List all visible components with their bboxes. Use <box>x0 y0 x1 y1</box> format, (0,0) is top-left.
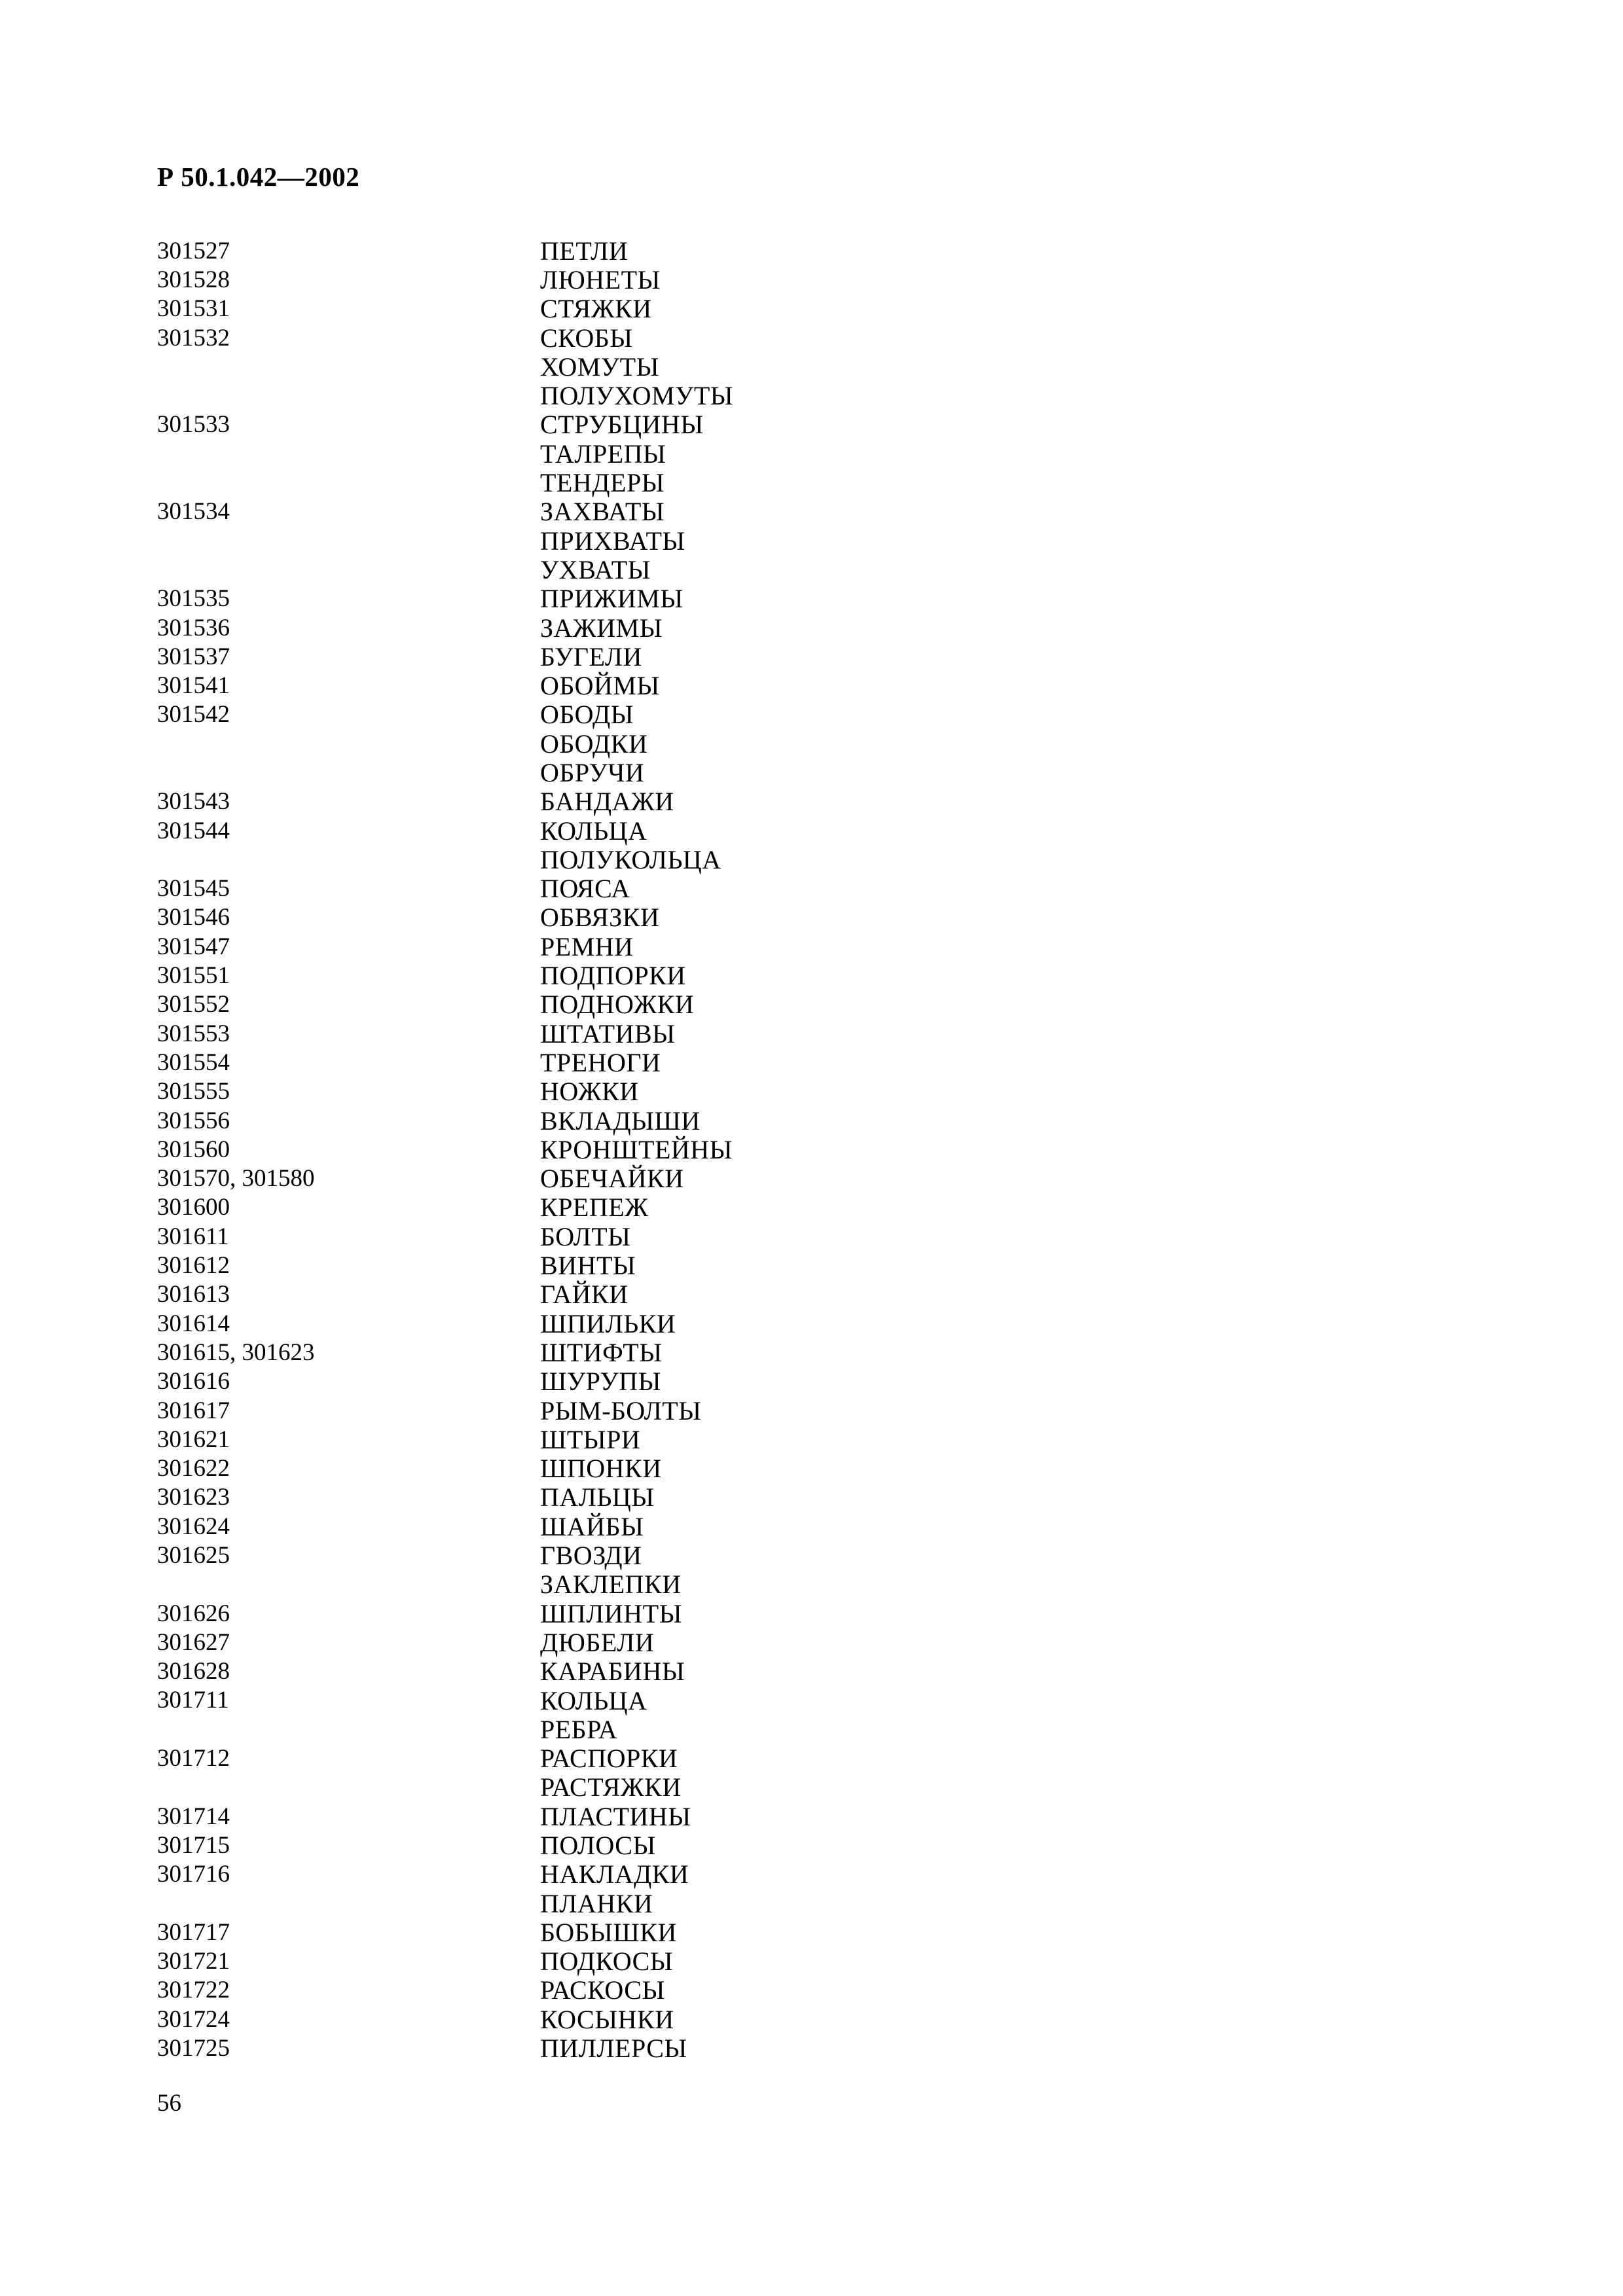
entry-name: ГВОЗДИ <box>540 1541 642 1571</box>
list-item <box>157 584 1401 613</box>
entry-name: ДЮБЕЛИ <box>540 1627 655 1657</box>
entry-name: ПОЛУХОМУТЫ <box>540 381 734 411</box>
entry-code: 301532 <box>157 324 230 351</box>
entry-name: ШТЫРИ <box>540 1424 641 1454</box>
entry-name: ШПИЛЬКИ <box>540 1308 676 1338</box>
list-item <box>157 845 1401 874</box>
entry-code: 301551 <box>157 962 230 990</box>
list-item <box>157 1976 1401 2005</box>
list-item <box>157 1251 1401 1280</box>
entry-code: 301714 <box>157 1803 230 1830</box>
list-item <box>157 439 1401 468</box>
list-item <box>157 1106 1401 1135</box>
entry-code: 301541 <box>157 672 230 700</box>
entry-name: БУГЕЛИ <box>540 641 642 672</box>
entry-name: РЕБРА <box>540 1714 618 1744</box>
entry-name: ШТИФТЫ <box>540 1337 663 1367</box>
list-item <box>157 410 1401 439</box>
entry-code: 301545 <box>157 875 230 903</box>
entry-name: ПОДКОСЫ <box>540 1946 674 1977</box>
entry-name: ПРИХВАТЫ <box>540 526 685 556</box>
entry-name: ЗАЖИМЫ <box>540 613 663 643</box>
list-item <box>157 295 1401 323</box>
entry-code: 301614 <box>157 1310 230 1337</box>
list-item <box>157 2034 1401 2062</box>
entry-name: УХВАТЫ <box>540 554 651 584</box>
entry-name: ПЕТЛИ <box>540 236 629 266</box>
entry-code: 301547 <box>157 933 230 960</box>
code-name-list <box>157 236 1401 2063</box>
list-item <box>157 2005 1401 2034</box>
entry-name: СТЯЖКИ <box>540 294 652 324</box>
list-item <box>157 1570 1401 1599</box>
entry-code: 301531 <box>157 295 230 323</box>
list-item <box>157 236 1401 265</box>
entry-name: ВИНТЫ <box>540 1251 636 1281</box>
list-item <box>157 816 1401 845</box>
list-item <box>157 1715 1401 1744</box>
entry-code: 301615, 301623 <box>157 1338 315 1366</box>
list-item <box>157 1454 1401 1482</box>
entry-code: 301556 <box>157 1107 230 1134</box>
list-item <box>157 1396 1401 1425</box>
list-item <box>157 1222 1401 1251</box>
entry-code: 301621 <box>157 1426 230 1453</box>
list-item <box>157 874 1401 903</box>
list-item <box>157 1541 1401 1570</box>
entry-name: ПИЛЛЕРСЫ <box>540 2034 687 2064</box>
entry-name: ПАЛЬЦЫ <box>540 1482 655 1513</box>
entry-code: 301612 <box>157 1252 230 1280</box>
list-item <box>157 1744 1401 1772</box>
list-item <box>157 700 1401 729</box>
entry-code: 301542 <box>157 701 230 728</box>
list-item <box>157 526 1401 555</box>
list-item <box>157 1628 1401 1657</box>
entry-name: КОЛЬЦА <box>540 816 647 846</box>
entry-code: 301622 <box>157 1455 230 1482</box>
entry-name: ОБЕЧАЙКИ <box>540 1164 684 1194</box>
list-item <box>157 1135 1401 1164</box>
list-item <box>157 1019 1401 1048</box>
entry-name: БОБЫШКИ <box>540 1917 677 1947</box>
entry-code: 301721 <box>157 1948 230 1975</box>
list-item <box>157 381 1401 410</box>
list-item <box>157 1338 1401 1367</box>
list-item <box>157 352 1401 381</box>
entry-name: ПРИЖИМЫ <box>540 584 684 614</box>
list-item <box>157 1831 1401 1859</box>
entry-name: ОБВЯЗКИ <box>540 903 660 933</box>
entry-code: 301527 <box>157 237 230 264</box>
entry-name: ГАЙКИ <box>540 1280 629 1310</box>
list-item <box>157 1483 1401 1512</box>
entry-name: ПОДНОЖКИ <box>540 990 695 1020</box>
entry-name: КОЛЬЦА <box>540 1685 647 1715</box>
entry-code: 301712 <box>157 1745 230 1772</box>
entry-name: НОЖКИ <box>540 1077 639 1107</box>
entry-code: 301715 <box>157 1831 230 1859</box>
entry-code: 301528 <box>157 266 230 293</box>
list-item <box>157 787 1401 816</box>
list-item <box>157 671 1401 700</box>
entry-name: ЗАХВАТЫ <box>540 497 665 527</box>
list-item <box>157 1860 1401 1889</box>
entry-code: 301611 <box>157 1223 229 1250</box>
entry-name: ПЛАНКИ <box>540 1888 653 1918</box>
entry-name: РАСКОСЫ <box>540 1975 665 2005</box>
entry-code: 301535 <box>157 585 230 613</box>
list-item <box>157 903 1401 932</box>
list-item <box>157 497 1401 526</box>
entry-code: 301724 <box>157 2005 230 2033</box>
list-item <box>157 555 1401 584</box>
entry-code: 301555 <box>157 1078 230 1105</box>
entry-code: 301722 <box>157 1977 230 2004</box>
entry-name: ПЛАСТИНЫ <box>540 1801 691 1831</box>
entry-name: БАНДАЖИ <box>540 787 674 817</box>
list-item <box>157 1918 1401 1946</box>
entry-code: 301624 <box>157 1513 230 1540</box>
entry-code: 301544 <box>157 817 230 844</box>
entry-code: 301537 <box>157 643 230 670</box>
entry-name: ВКЛАДЫШИ <box>540 1105 701 1136</box>
list-item <box>157 990 1401 1019</box>
entry-name: БОЛТЫ <box>540 1221 631 1251</box>
entry-name: ПОДПОРКИ <box>540 961 686 991</box>
entry-name: КОСЫНКИ <box>540 2004 674 2034</box>
entry-code: 301725 <box>157 2035 230 2062</box>
entry-code: 301711 <box>157 1687 229 1714</box>
list-item <box>157 932 1401 961</box>
entry-code: 301625 <box>157 1542 230 1569</box>
entry-code: 301552 <box>157 991 230 1018</box>
entry-code: 301613 <box>157 1281 230 1308</box>
entry-name: ЗАКЛЕПКИ <box>540 1570 682 1600</box>
entry-name: ШАЙБЫ <box>540 1511 644 1541</box>
entry-name: ХОМУТЫ <box>540 351 659 382</box>
list-item <box>157 1164 1401 1193</box>
entry-name: ОБОЙМЫ <box>540 671 660 701</box>
entry-name: РАСТЯЖКИ <box>540 1772 682 1803</box>
entry-code: 301717 <box>157 1918 230 1946</box>
list-item <box>157 1048 1401 1077</box>
list-item <box>157 1773 1401 1802</box>
list-item <box>157 1280 1401 1309</box>
list-item <box>157 1425 1401 1454</box>
list-item <box>157 729 1401 758</box>
list-item <box>157 961 1401 990</box>
document-id-header: Р 50.1.042—2002 <box>157 162 360 192</box>
entry-code: 301533 <box>157 411 230 439</box>
entry-code: 301553 <box>157 1020 230 1047</box>
list-item <box>157 642 1401 671</box>
list-item <box>157 323 1401 352</box>
entry-name: КАРАБИНЫ <box>540 1657 685 1687</box>
entry-code: 301554 <box>157 1049 230 1076</box>
entry-code: 301617 <box>157 1397 230 1424</box>
entry-name: ШУРУПЫ <box>540 1367 662 1397</box>
list-item <box>157 1599 1401 1628</box>
entry-code: 301536 <box>157 614 230 641</box>
entry-name: ШПОНКИ <box>540 1454 662 1484</box>
entry-name: РАСПОРКИ <box>540 1744 678 1774</box>
entry-name: ТРЕНОГИ <box>540 1047 661 1077</box>
entry-name: ПОЛУКОЛЬЦА <box>540 844 721 874</box>
entry-name: ПОЯСА <box>540 874 630 904</box>
list-item <box>157 1889 1401 1918</box>
page-number: 56 <box>157 2090 181 2117</box>
list-item <box>157 1947 1401 1976</box>
list-item <box>157 758 1401 787</box>
entry-name: ОБОДКИ <box>540 728 648 759</box>
entry-code: 301543 <box>157 788 230 816</box>
entry-name: РЫМ-БОЛТЫ <box>540 1395 702 1426</box>
entry-name: ПОЛОСЫ <box>540 1830 656 1860</box>
entry-code: 301534 <box>157 498 230 526</box>
list-item <box>157 1686 1401 1715</box>
entry-code: 301570, 301580 <box>157 1165 315 1193</box>
entry-name: ШТАТИВЫ <box>540 1018 676 1049</box>
entry-name: ТЕНДЕРЫ <box>540 468 665 498</box>
entry-code: 301546 <box>157 904 230 931</box>
entry-code: 301600 <box>157 1194 230 1221</box>
entry-code: 301623 <box>157 1484 230 1511</box>
entry-name: ОБРУЧИ <box>540 758 645 787</box>
entry-name: КРОНШТЕЙНЫ <box>540 1134 733 1164</box>
list-item <box>157 265 1401 294</box>
list-item <box>157 468 1401 497</box>
entry-name: ТАЛРЕПЫ <box>540 439 666 469</box>
entry-name: ОБОДЫ <box>540 700 634 730</box>
list-item <box>157 1193 1401 1222</box>
entry-name: НАКЛАДКИ <box>540 1859 689 1890</box>
entry-code: 301628 <box>157 1658 230 1685</box>
entry-code: 301627 <box>157 1628 230 1656</box>
list-item <box>157 1367 1401 1396</box>
list-item <box>157 1309 1401 1338</box>
entry-name: РЕМНИ <box>540 931 634 961</box>
entry-name: ШПЛИНТЫ <box>540 1598 682 1628</box>
entry-code: 301716 <box>157 1861 230 1888</box>
entry-name: ЛЮНЕТЫ <box>540 264 661 295</box>
entry-code: 301560 <box>157 1136 230 1163</box>
list-item <box>157 1802 1401 1831</box>
list-item <box>157 1077 1401 1106</box>
entry-name: СТРУБЦИНЫ <box>540 410 704 440</box>
list-item <box>157 1512 1401 1541</box>
entry-code: 301626 <box>157 1600 230 1627</box>
entry-name: СКОБЫ <box>540 323 633 353</box>
entry-name: КРЕПЕЖ <box>540 1193 649 1223</box>
list-item <box>157 1657 1401 1686</box>
list-item <box>157 613 1401 642</box>
entry-code: 301616 <box>157 1368 230 1395</box>
